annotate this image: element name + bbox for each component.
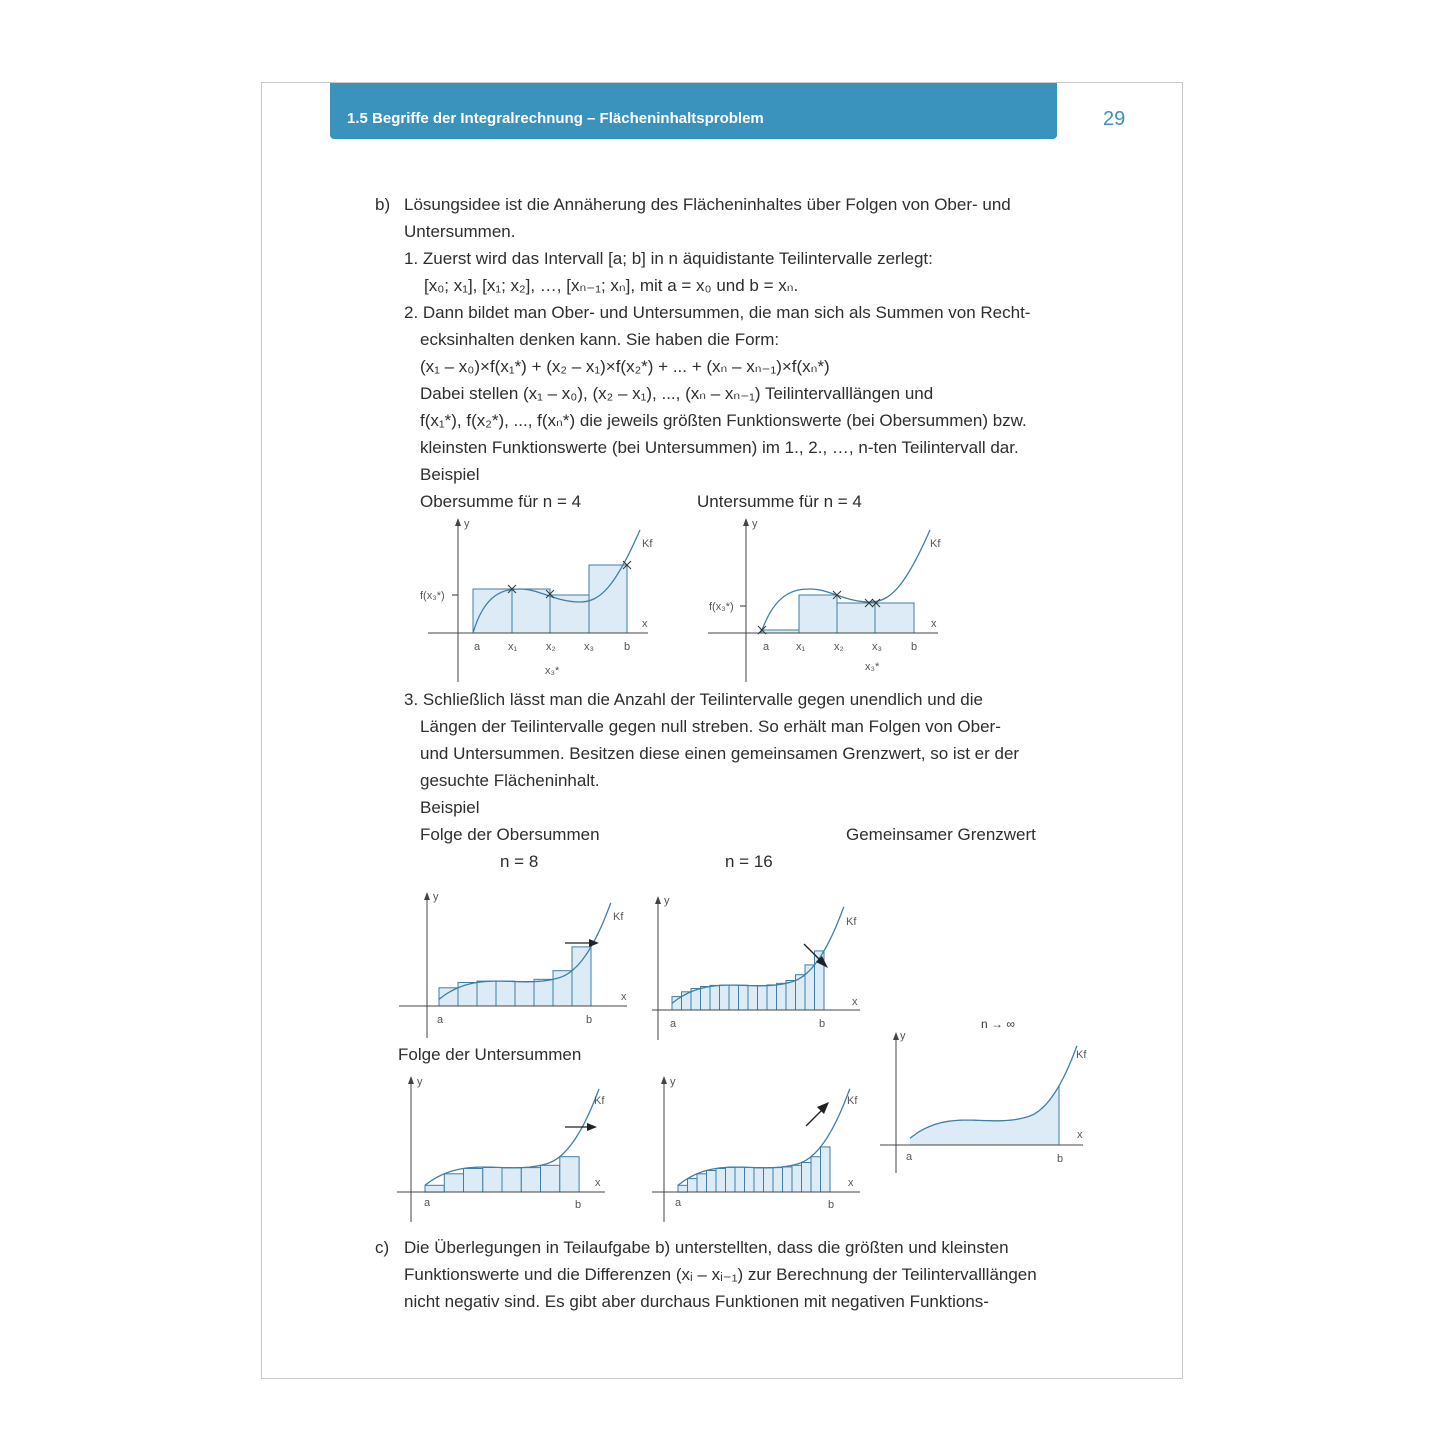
- kf-label: Kf: [613, 911, 624, 923]
- obersumme-n16-graph: [650, 892, 890, 1052]
- x1-tick: x₁: [796, 641, 806, 653]
- kf-label: Kf: [1076, 1049, 1087, 1061]
- part-c-line-1: Die Überlegungen in Teilaufgabe b) unterstellten, dass die größten und kleinsten: [404, 1238, 1009, 1257]
- untersumme-n4-graph: [700, 512, 960, 687]
- sum-rectangle: [572, 947, 591, 1006]
- y-axis-label: y: [900, 1030, 906, 1042]
- sum-rectangle: [754, 1168, 764, 1192]
- a-tick: a: [424, 1197, 431, 1209]
- sum-rectangle: [773, 1168, 783, 1192]
- sum-rectangle: [425, 1185, 444, 1192]
- part-c-line-3: nicht negativ sind. Es gibt aber durchaus Funktionen mit negativen Funktions-: [404, 1292, 989, 1311]
- intro-line-2: Untersummen.: [404, 222, 516, 241]
- step2-line-1: 2. Dann bildet man Ober- und Untersummen, die man sich als Summen von Recht-: [404, 303, 1031, 322]
- b-tick: b: [1057, 1153, 1064, 1165]
- step3-line-2: Längen der Teilintervalle gegen null streben. So erhält man Folgen von Ober-: [420, 717, 1001, 736]
- a-tick: a: [906, 1151, 913, 1163]
- part-b-label: b): [375, 195, 391, 214]
- b-tick: b: [819, 1018, 826, 1030]
- a-tick: a: [437, 1014, 444, 1026]
- sum-rectangle: [777, 983, 787, 1010]
- sum-rectangle: [560, 1157, 579, 1192]
- n-infinity-label: n → ∞: [981, 1017, 1015, 1031]
- sum-rectangle: [483, 1168, 502, 1193]
- b-tick: b: [624, 641, 631, 653]
- page-number: 29: [1103, 108, 1126, 130]
- sum-rectangle: [672, 997, 682, 1010]
- step2-line-2: ecksinhalten denken kann. Sie haben die Form:: [420, 330, 780, 349]
- sum-rectangle: [541, 1165, 560, 1192]
- obersumme-n4-graph: [410, 512, 670, 687]
- b-tick: b: [911, 641, 918, 653]
- obersumme-title: Obersumme für n = 4: [420, 492, 582, 511]
- a-tick: a: [675, 1197, 682, 1209]
- sum-rectangle: [748, 986, 758, 1011]
- sum-rectangle: [678, 1185, 688, 1192]
- untersumme-n8-graph: [395, 1072, 635, 1232]
- sum-rectangle: [521, 1168, 540, 1192]
- kf-label: Kf: [846, 916, 857, 928]
- sum-rectangle: [464, 1169, 483, 1193]
- x3-tick: x₃: [872, 641, 882, 653]
- sum-rectangle: [688, 1179, 698, 1192]
- sum-rectangle: [767, 985, 777, 1010]
- sum-rectangle: [726, 1167, 736, 1192]
- grenzwert-graph: [878, 1028, 1098, 1178]
- example-label: Beispiel: [420, 465, 480, 484]
- a-tick: a: [763, 641, 770, 653]
- part-c-label: c): [375, 1238, 390, 1257]
- b-tick: b: [828, 1199, 835, 1211]
- intro-line-1: Lösungsidee ist die Annäherung des Flächeninhaltes über Folgen von Ober- und: [404, 195, 1011, 214]
- kf-label: Kf: [594, 1095, 605, 1107]
- a-tick: a: [670, 1018, 677, 1030]
- step3-line-3: und Untersummen. Besitzen diese einen gemeinsamen Grenzwert, so ist er der: [420, 744, 1020, 763]
- sum-rectangle: [729, 985, 739, 1010]
- y-axis-label: y: [664, 895, 670, 907]
- chapter-title: 1.5 Begriffe der Integralrechnung – Flächeninhaltsproblem: [347, 110, 764, 127]
- sum-rectangle: [477, 981, 496, 1006]
- sum-rectangle: [444, 1174, 463, 1192]
- sum-rectangle: [758, 986, 768, 1010]
- kf-label: Kf: [642, 538, 653, 550]
- folge-untersummen-label: Folge der Untersummen: [398, 1045, 582, 1064]
- sum-rectangle: [786, 981, 796, 1011]
- sum-rectangle: [707, 1171, 717, 1193]
- x3star-label: x₃*: [865, 661, 880, 673]
- sum-rectangle: [515, 982, 534, 1007]
- gemeinsamer-grenzwert-label: Gemeinsamer Grenzwert: [846, 825, 1036, 844]
- x-axis-label: x: [1077, 1129, 1083, 1141]
- x-axis-label: x: [848, 1177, 854, 1189]
- sum-rectangle: [502, 1168, 521, 1192]
- y-axis-label: y: [433, 891, 439, 903]
- sum-rectangle: [710, 985, 720, 1010]
- obersumme-n8-graph: [395, 888, 635, 1048]
- sum-rectangle: [720, 985, 730, 1010]
- sum-rectangle: [701, 987, 711, 1011]
- kf-label: Kf: [847, 1095, 858, 1107]
- step2-formula: (x₁ – x₀)×f(x₁*) + (x₂ – x₁)×f(x₂*) + ... + (xₙ – xₙ₋₁)×f(xₙ*): [420, 357, 830, 376]
- x3-tick: x₃: [584, 641, 594, 653]
- x-axis-label: x: [852, 996, 858, 1008]
- step2-line-5: kleinsten Funktionswerte (bei Untersummen) im 1., 2., …, n-ten Teilintervall dar.: [420, 438, 1019, 457]
- sum-rectangle: [534, 979, 553, 1006]
- step2-line-3: Dabei stellen (x₁ – x₀), (x₂ – x₁), ..., (xₙ – xₙ₋₁) Teilintervalllängen und: [420, 384, 934, 403]
- b-tick: b: [586, 1014, 593, 1026]
- untersumme-n16-graph: [650, 1072, 890, 1232]
- kf-label: Kf: [930, 538, 941, 550]
- y-axis-label: y: [417, 1076, 423, 1088]
- step3-line-1: 3. Schließlich lässt man die Anzahl der Teilintervalle gegen unendlich und die: [404, 690, 983, 709]
- x2-tick: x₂: [834, 641, 844, 653]
- n8-label: n = 8: [500, 852, 539, 871]
- step2-line-4: f(x₁*), f(x₂*), ..., f(xₙ*) die jeweils größten Funktionswerte (bei Obersummen) bzw.: [420, 411, 1027, 430]
- x1-tick: x₁: [508, 641, 518, 653]
- sum-rectangle: [792, 1165, 802, 1192]
- folge-obersummen-label: Folge der Obersummen: [420, 825, 600, 844]
- sum-rectangle: [496, 981, 515, 1006]
- y-axis-label: y: [752, 518, 758, 530]
- y-axis-label: y: [670, 1076, 676, 1088]
- fx3-label: f(x₃*): [420, 590, 445, 602]
- x-axis-label: x: [642, 618, 648, 630]
- sum-rectangle: [739, 985, 749, 1010]
- x-axis-label: x: [621, 991, 627, 1003]
- y-axis-label: y: [464, 518, 470, 530]
- part-c-line-2: Funktionswerte und die Differenzen (xᵢ – xᵢ₋₁) zur Berechnung der Teilintervalllängen: [404, 1265, 1037, 1284]
- step1-line-1: 1. Zuerst wird das Intervall [a; b] in n äquidistante Teilintervalle zerlegt:: [404, 249, 933, 268]
- x-axis-label: x: [931, 618, 937, 630]
- example-label-2: Beispiel: [420, 798, 480, 817]
- sum-rectangle: [745, 1168, 755, 1193]
- sum-rectangle: [805, 965, 815, 1010]
- sum-rectangle: [716, 1169, 726, 1193]
- sum-rectangle: [735, 1167, 745, 1192]
- sum-rectangle: [811, 1157, 821, 1192]
- sum-rectangle: [697, 1174, 707, 1192]
- sum-rectangle: [783, 1167, 793, 1192]
- x-axis-label: x: [595, 1177, 601, 1189]
- sum-rectangle: [821, 1147, 831, 1192]
- x3star-label: x₃*: [545, 665, 560, 677]
- sum-rectangle: [802, 1163, 812, 1193]
- n16-label: n = 16: [725, 852, 773, 871]
- untersumme-title: Untersumme für n = 4: [697, 492, 862, 511]
- chapter-header-bar: [330, 83, 1057, 139]
- step3-line-4: gesuchte Flächeninhalt.: [420, 771, 600, 790]
- a-tick: a: [474, 641, 481, 653]
- sum-rectangle: [764, 1168, 774, 1192]
- step1-line-2: [x₀; x₁], [x₁; x₂], …, [xₙ₋₁; xₙ], mit a = x₀ und b = xₙ.: [424, 276, 799, 295]
- b-tick: b: [575, 1199, 582, 1211]
- fx3-label: f(x₃*): [709, 601, 734, 613]
- x2-tick: x₂: [546, 641, 556, 653]
